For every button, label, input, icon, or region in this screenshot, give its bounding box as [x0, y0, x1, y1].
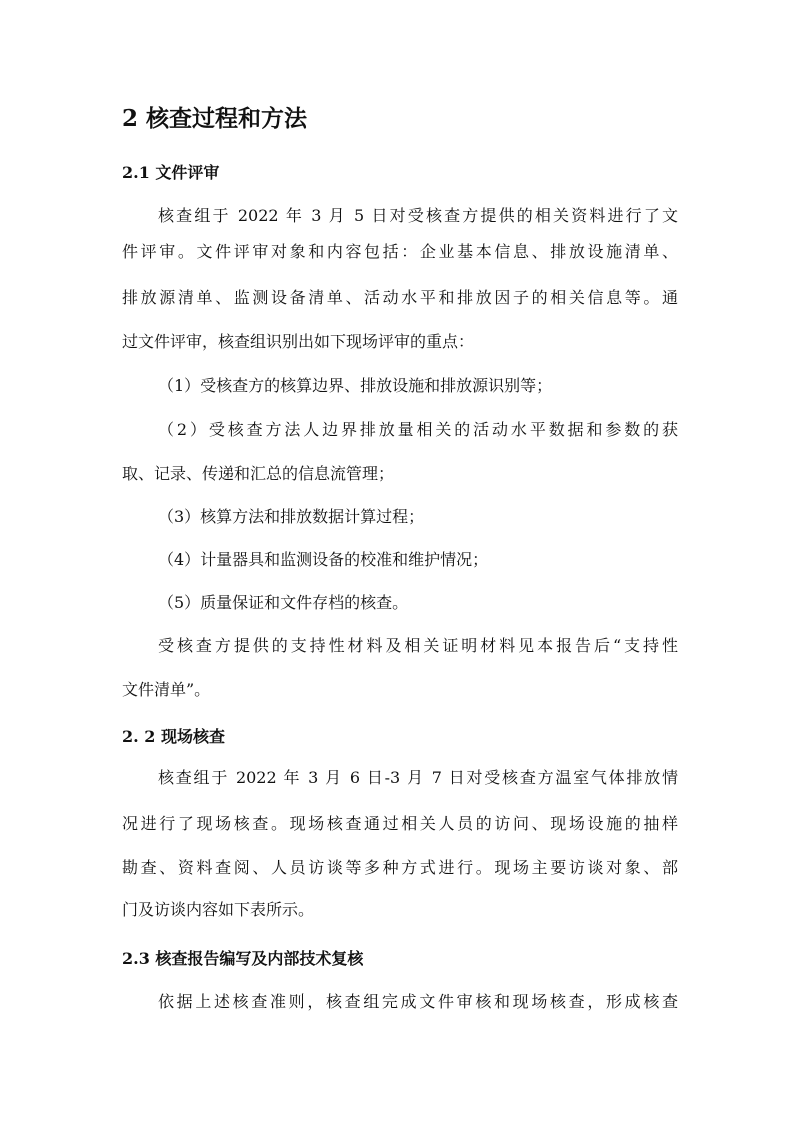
list-item: （3）核算方法和排放数据计算过程；	[158, 507, 425, 526]
paragraph-line: 排放源清单、监测设备清单、活动水平和排放因子的相关信息等。通	[122, 288, 678, 307]
paragraph-line: 件评审。文件评审对象和内容包括：企业基本信息、排放设施清单、	[122, 242, 678, 261]
subsection-heading-onsite-verification: 2. 2 现场核查	[122, 727, 225, 746]
paragraph-line: 勘查、资料查阅、人员访谈等多种方式进行。现场主要访谈对象、部	[122, 858, 678, 877]
paragraph-line: 文件清单”。	[122, 680, 211, 699]
paragraph-line: 依据上述核查准则，核查组完成文件审核和现场核查，形成核查	[158, 992, 678, 1011]
list-item: （4）计量器具和监测设备的校准和维护情况；	[158, 550, 489, 569]
paragraph-line: 核查组于 2022 年 3 月 5 日对受核查方提供的相关资料进行了文	[158, 206, 678, 225]
list-item: （2）受核查方法人边界排放量相关的活动水平数据和参数的获	[158, 420, 678, 439]
list-item: （5）质量保证和文件存档的核查。	[158, 593, 409, 612]
subsection-heading-document-review: 2.1 文件评审	[122, 163, 220, 182]
list-item-continuation: 取、记录、传递和汇总的信息流管理；	[122, 464, 395, 483]
section-heading: 2 核查过程和方法	[122, 105, 308, 132]
list-item: （1）受核查方的核算边界、排放设施和排放源识别等；	[158, 376, 553, 395]
subsection-heading-report-preparation: 2.3 核查报告编写及内部技术复核	[122, 949, 364, 968]
paragraph-line: 门及访谈内容如下表所示。	[122, 900, 315, 919]
paragraph-line: 受核查方提供的支持性材料及相关证明材料见本报告后“支持性	[158, 636, 678, 655]
paragraph-line: 况进行了现场核查。现场核查通过相关人员的访问、现场设施的抽样	[122, 814, 678, 833]
paragraph-line: 过文件评审，核查组识别出如下现场评审的重点：	[122, 332, 475, 351]
paragraph-line: 核查组于 2022 年 3 月 6 日-3 月 7 日对受核查方温室气体排放情	[158, 768, 678, 787]
